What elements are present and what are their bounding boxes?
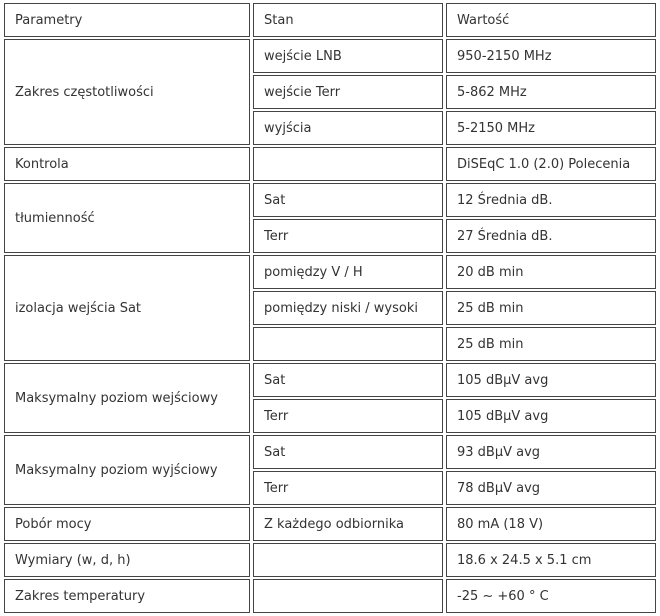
param-cell: Pobór mocy: [4, 507, 250, 541]
state-cell: [253, 327, 443, 361]
table-row: [4, 39, 656, 73]
state-cell: [253, 147, 443, 181]
param-cell: Maksymalny poziom wyjściowy: [4, 435, 250, 505]
param-cell: Zakres temperatury: [4, 579, 250, 613]
param-cell: izolacja wejścia Sat: [4, 255, 250, 361]
value-cell: DiSEqC 1.0 (2.0) Polecenia: [446, 147, 656, 181]
value-cell: 18.6 x 24.5 x 5.1 cm: [446, 543, 656, 577]
state-cell: Terr: [253, 219, 443, 253]
param-cell: Kontrola: [4, 147, 250, 181]
state-cell: Z każdego odbiornika: [253, 507, 443, 541]
table-row: [4, 435, 656, 469]
value-cell: 25 dB min: [446, 291, 656, 325]
specs-table: [1, 1, 659, 615]
state-cell: pomiędzy V / H: [253, 255, 443, 289]
state-cell: Sat: [253, 183, 443, 217]
header-state: Stan: [253, 3, 443, 37]
state-cell: wejście Terr: [253, 75, 443, 109]
value-cell: 12 Średnia dB.: [446, 183, 656, 217]
value-cell: 20 dB min: [446, 255, 656, 289]
state-cell: Sat: [253, 435, 443, 469]
table-row: [4, 147, 656, 181]
table-row: [4, 183, 656, 217]
param-cell: Wymiary (w, d, h): [4, 543, 250, 577]
value-cell: 105 dBµV avg: [446, 363, 656, 397]
table-row: [4, 507, 656, 541]
state-cell: Terr: [253, 471, 443, 505]
header-value: Wartość: [446, 3, 656, 37]
table-row: [4, 543, 656, 577]
value-cell: 27 Średnia dB.: [446, 219, 656, 253]
header-row: [4, 3, 656, 37]
state-cell: Terr: [253, 399, 443, 433]
state-cell: [253, 579, 443, 613]
value-cell: 5-2150 MHz: [446, 111, 656, 145]
value-cell: -25 ~ +60 ° C: [446, 579, 656, 613]
param-cell: tłumienność: [4, 183, 250, 253]
state-cell: [253, 543, 443, 577]
param-cell: Maksymalny poziom wejściowy: [4, 363, 250, 433]
value-cell: 950-2150 MHz: [446, 39, 656, 73]
state-cell: wyjścia: [253, 111, 443, 145]
value-cell: 93 dBµV avg: [446, 435, 656, 469]
value-cell: 25 dB min: [446, 327, 656, 361]
header-param: Parametry: [4, 3, 250, 37]
value-cell: 5-862 MHz: [446, 75, 656, 109]
state-cell: Sat: [253, 363, 443, 397]
table-row: [4, 255, 656, 289]
value-cell: 80 mA (18 V): [446, 507, 656, 541]
table-row: [4, 579, 656, 613]
state-cell: pomiędzy niski / wysoki: [253, 291, 443, 325]
state-cell: wejście LNB: [253, 39, 443, 73]
value-cell: 105 dBµV avg: [446, 399, 656, 433]
value-cell: 78 dBµV avg: [446, 471, 656, 505]
table-row: [4, 363, 656, 397]
param-cell: Zakres częstotliwości: [4, 39, 250, 145]
